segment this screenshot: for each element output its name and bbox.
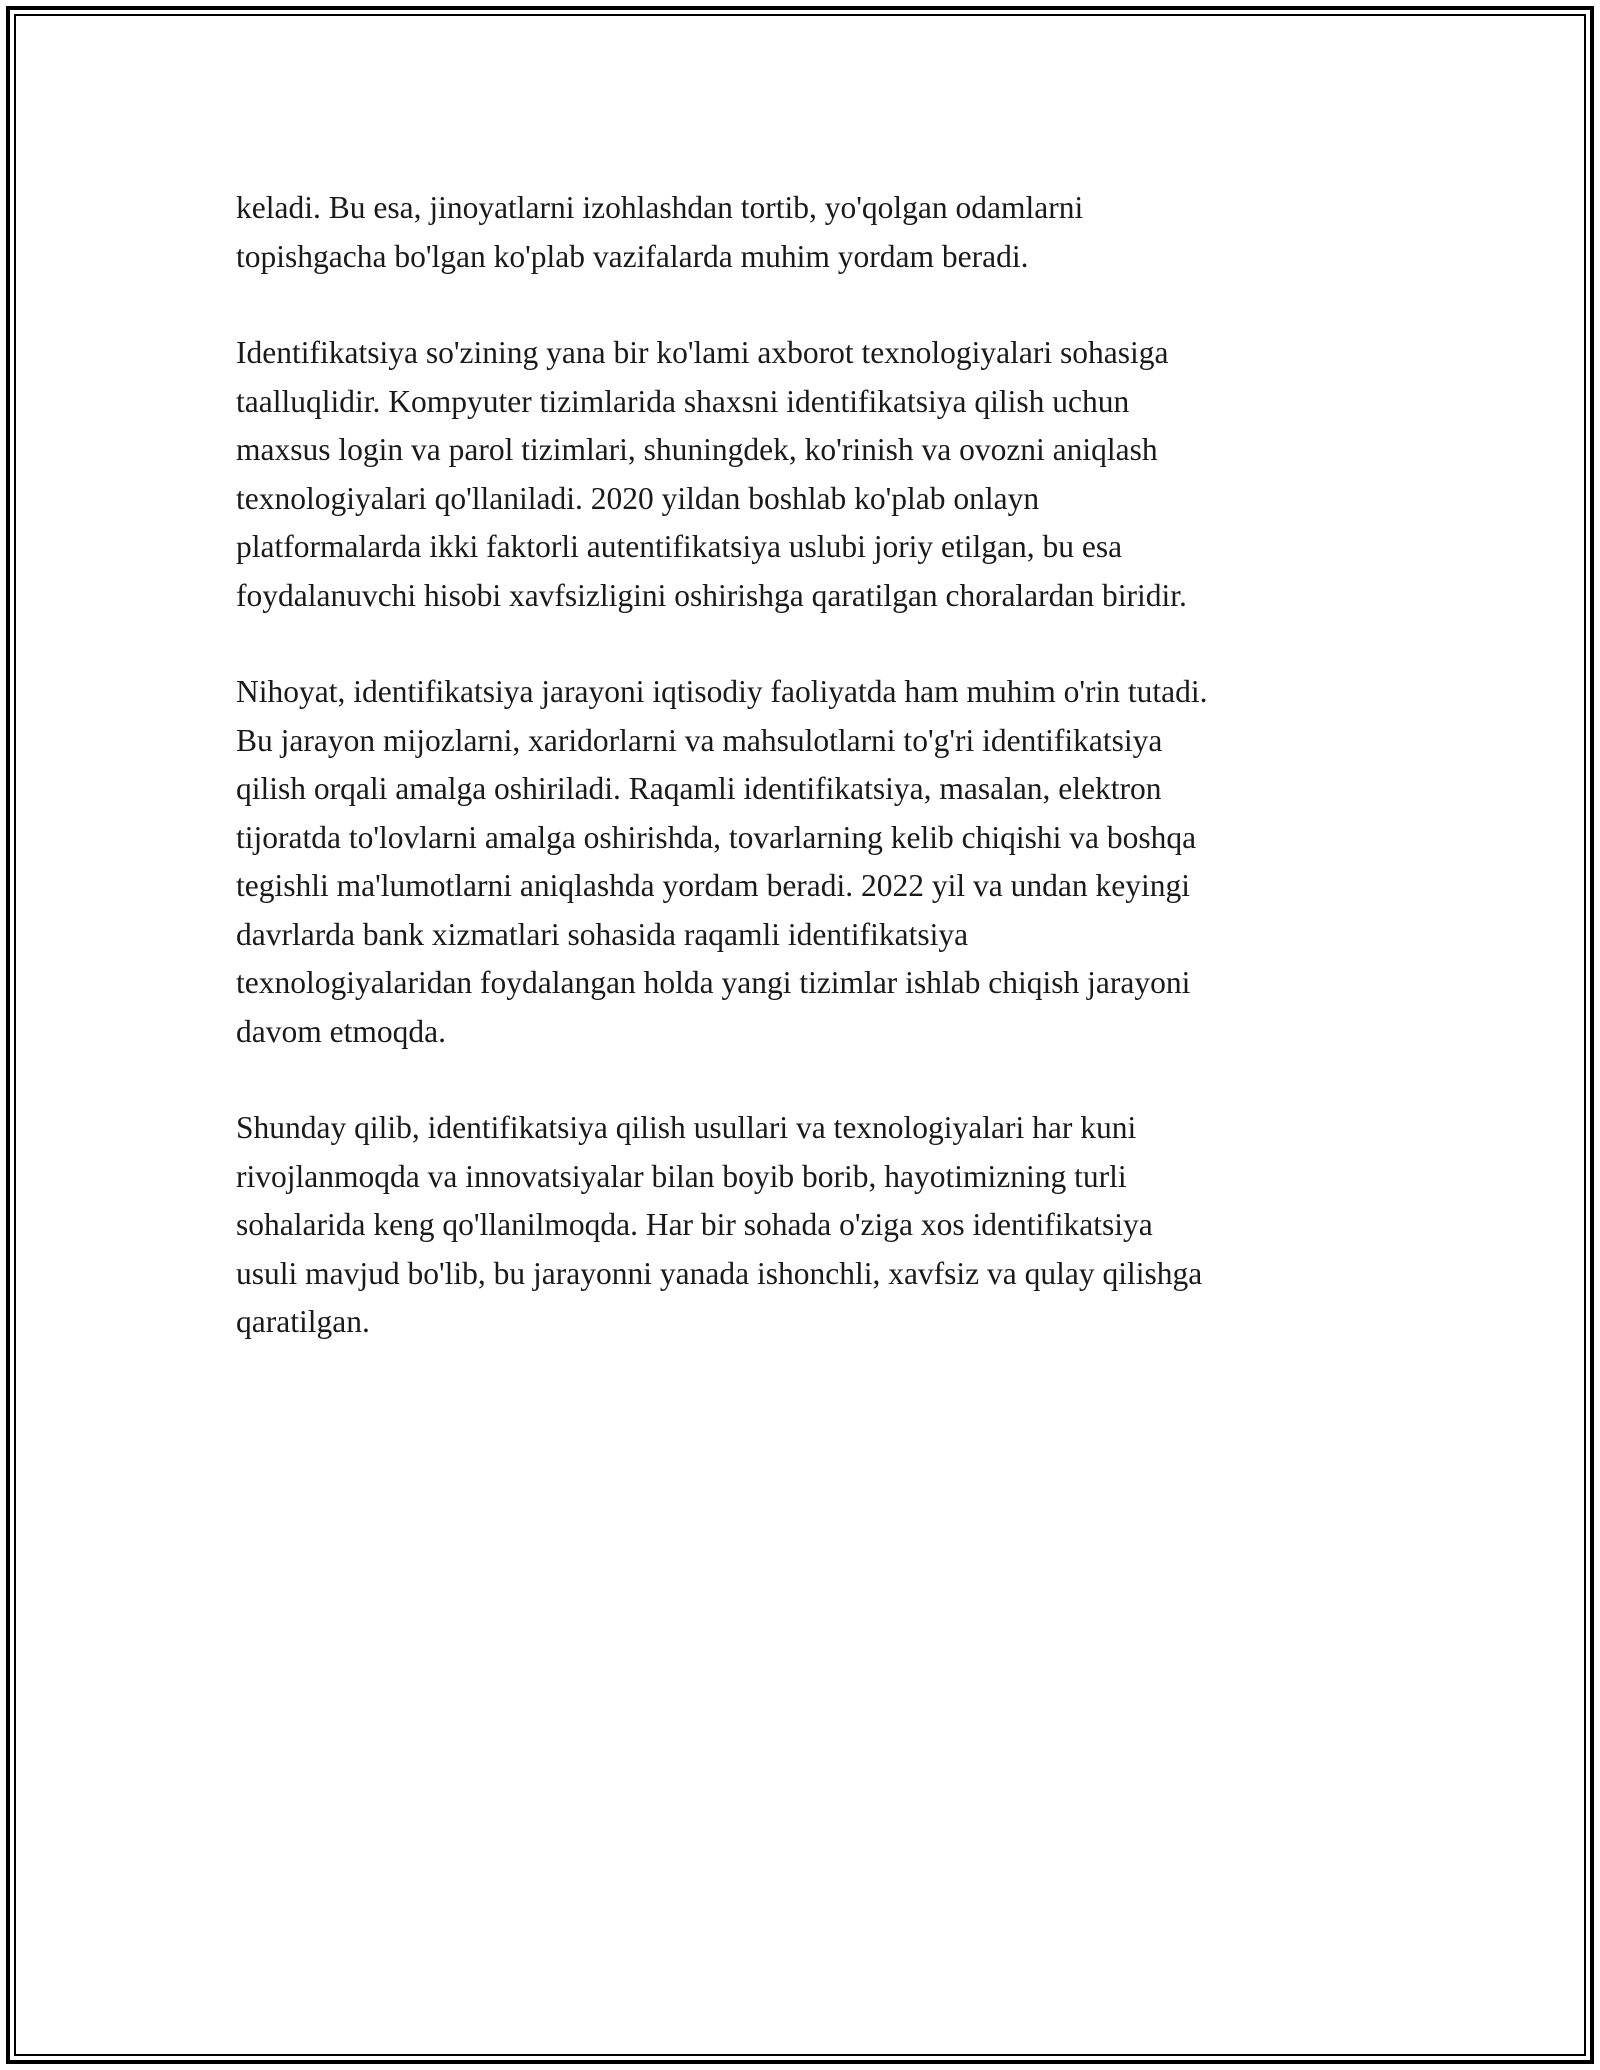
text-line: foydalanuvchi hisobi xavfsizligini oshirishga qaratilgan choralardan biridir.: [236, 577, 1187, 613]
text-line: rivojlanmoqda va innovatsiyalar bilan boyib borib, hayotimizning turli: [236, 1158, 1127, 1194]
text-line: keladi. Bu esa, jinoyatlarni izohlashdan tortib, yo'qolgan odamlarni: [236, 190, 1084, 225]
text-line: davom etmoqda.: [236, 1013, 446, 1049]
text-line: sohalarida keng qo'llanilmoqda. Har bir sohada o'ziga xos identifikatsiya: [236, 1207, 1153, 1242]
text-line: maxsus login va parol tizimlari, shuningdek, ko'rinish va ovozni aniqlash: [236, 432, 1158, 467]
text-line: Bu jarayon mijozlarni, xaridorlarni va mahsulotlarni to'g'ri identifikatsiya: [236, 722, 1163, 758]
document-body: [236, 184, 1386, 1395]
text-line: texnologiyalari qo'llaniladi. 2020 yildan boshlab ko'plab onlayn: [236, 480, 1040, 516]
paragraph-3: [236, 668, 1386, 1056]
text-line: Identifikatsiya so'zining yana bir ko'lami axborot texnologiyalari sohasiga: [236, 335, 1169, 370]
text-line: tijoratda to'lovlarni amalga oshirishda, tovarlarning kelib chiqishi va boshqa: [236, 819, 1197, 855]
text-line: Nihoyat, identifikatsiya jarayoni iqtisodiy faoliyatda ham muhim o'rin tutadi.: [236, 674, 1208, 709]
text-line: usuli mavjud bo'lib, bu jarayonni yanada ishonchli, xavfsiz va qulay qilishga: [236, 1255, 1203, 1291]
paragraph-2: [236, 329, 1386, 620]
text-line: qaratilgan.: [236, 1304, 370, 1339]
text-line: Shunday qilib, identifikatsiya qilish usullari va texnologiyalari har kuni: [236, 1110, 1137, 1145]
paragraph-4: [236, 1104, 1386, 1347]
text-line: topishgacha bo'lgan ko'plab vazifalarda muhim yordam beradi.: [236, 238, 1029, 274]
text-line: qilish orqali amalga oshiriladi. Raqamli identifikatsiya, masalan, elektron: [236, 771, 1162, 806]
paragraph-1: [236, 184, 1386, 281]
text-line: tegishli ma'lumotlarni aniqlashda yordam beradi. 2022 yil va undan keyingi: [236, 868, 1190, 903]
text-line: texnologiyalaridan foydalangan holda yangi tizimlar ishlab chiqish jarayoni: [236, 965, 1191, 1000]
text-line: davrlarda bank xizmatlari sohasida raqamli identifikatsiya: [236, 916, 969, 952]
text-line: platformalarda ikki faktorli autentifikatsiya uslubi joriy etilgan, bu esa: [236, 529, 1123, 564]
text-line: taalluqlidir. Kompyuter tizimlarida shaxsni identifikatsiya qilish uchun: [236, 383, 1130, 419]
